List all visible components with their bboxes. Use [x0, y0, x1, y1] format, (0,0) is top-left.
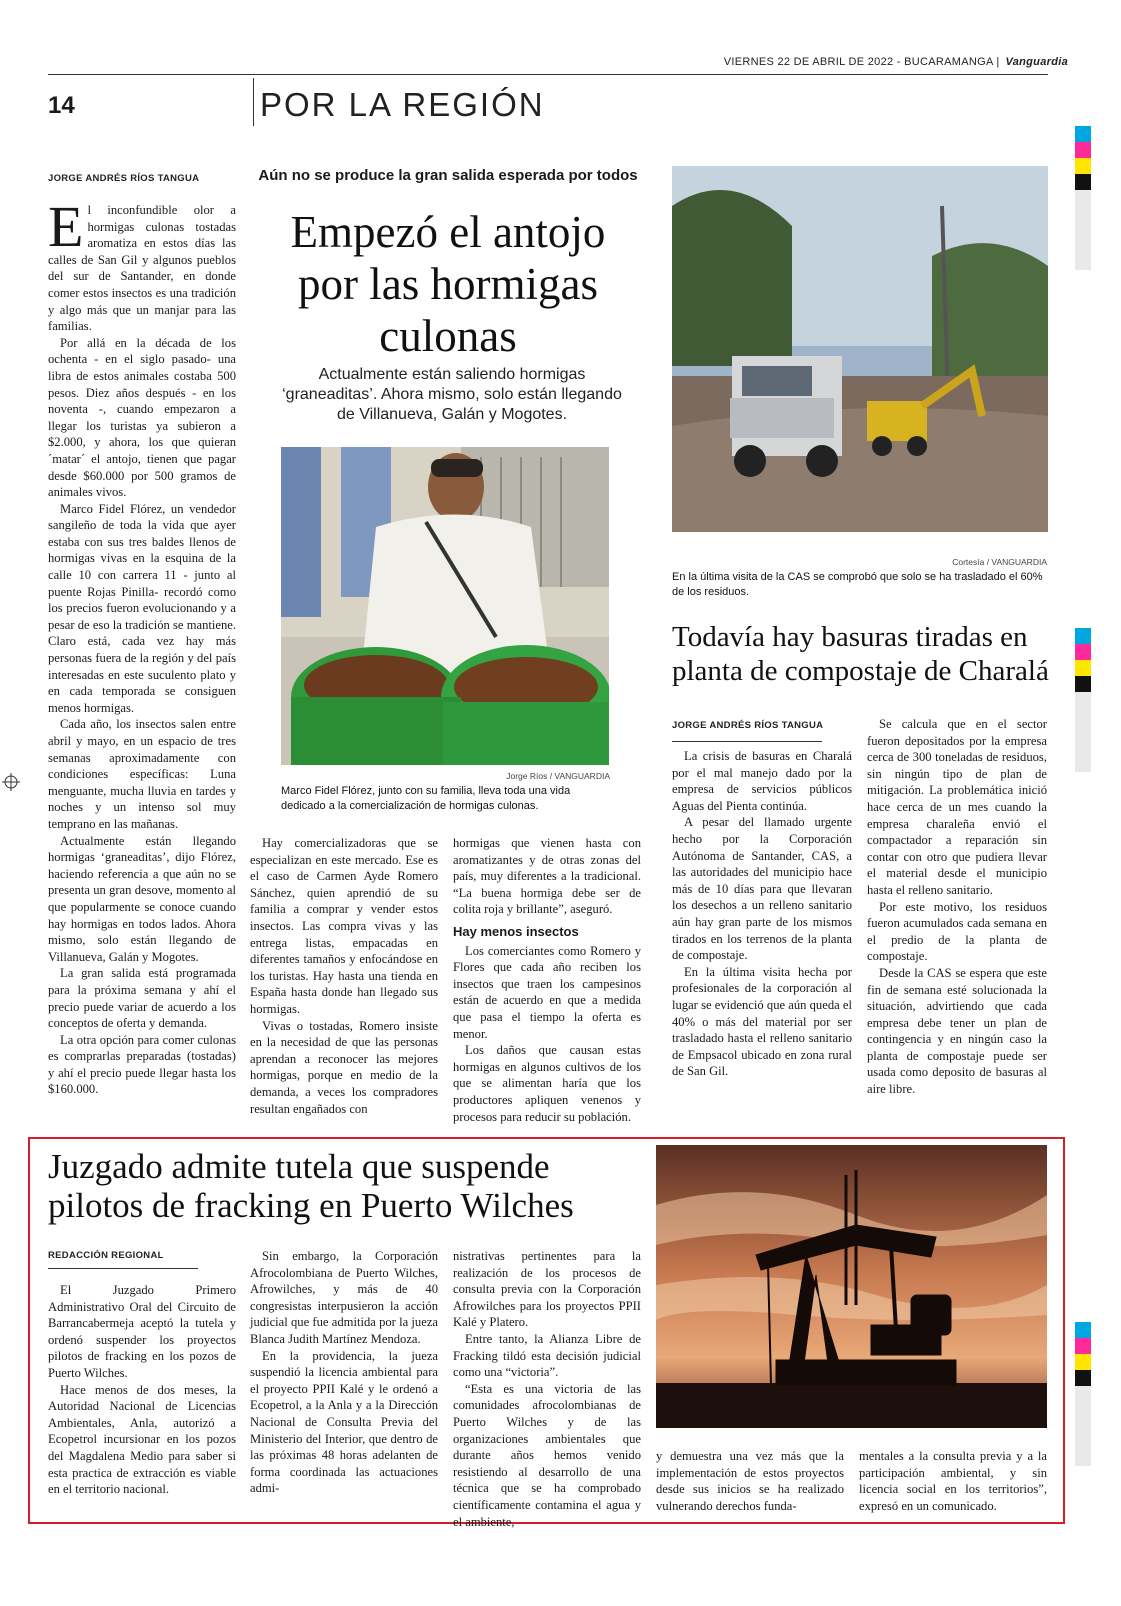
page-header	[48, 56, 1068, 134]
article2-photo-caption: En la última visita de la CAS se comprobó que solo se ha trasladado el 60% de los residuos.	[672, 571, 1043, 598]
header-rule	[48, 74, 1048, 75]
article1-column-1	[48, 194, 236, 1098]
article1-byline: JORGE ANDRÉS RÍOS TANGUA	[48, 173, 200, 184]
article2-paragraph: Desde la CAS se espera que este fin de semana esté solucionada la situación, advirtiendo que cada empresa debe tener un plan de contingencia y en ningún caso la planta de compostaje puede ser usada como deposito de basuras al aire libre.	[867, 965, 1047, 1097]
color-registration-bar	[1075, 1322, 1091, 1466]
article1-paragraph: Hay comercializadoras que se especializan en este mercado. Ese es el caso de Carmen Ayde Romero Sánchez, quien aprendió de su familia a comprar y vender estos insectos. Las compra vivas y las entrega listas, empacadas en diferentes tamaños y enfocándose en los turistas. Hay hasta una tienda en España hasta donde han llegado sus hormigas.	[250, 836, 438, 1016]
byline-rule	[48, 1268, 198, 1269]
article1-headline: Empezó el antojo por las hormigas culonas	[290, 207, 606, 361]
article1-paragraph: La otra opción para comer culonas es comprarlas preparadas (tostadas) y ahí el precio puede llegar hasta los $160.000.	[48, 1032, 236, 1097]
article2-byline: JORGE ANDRÉS RÍOS TANGUA	[672, 720, 824, 731]
article3-paragraph: Sin embargo, la Corporación Afrocolombiana de Puerto Wilches, Afrowilches, y más de 40 congresistas interpusieron la acción judicial que fue admitida por la jueza Blanca Judith Martínez Mendoza.	[250, 1249, 438, 1346]
article3-paragraph: En la providencia, la jueza suspendió la licencia ambiental para el proyecto PPII Kalé y le ordenó a Ecopetrol, a la Anla y a la Dirección Nacional de Consulta Previa del Ministerio del Interior, que dentro de las próximas 48 horas adelanten de forma coordinada las actuaciones admi-	[250, 1348, 438, 1496]
article1-paragraph: Los daños que causan estas hormigas en algunos cultivos de los que se alimentan haría que los productores apliquen venenos y procesos para reducir su población.	[453, 1043, 641, 1124]
article3-paragraph: Entre tanto, la Alianza Libre de Fracking tildó esta decisión judicial como una “victoria”.	[453, 1331, 641, 1380]
section-title: POR LA REGIÓN	[260, 86, 545, 123]
color-registration-bar	[1075, 628, 1091, 772]
article2-column-1	[672, 748, 852, 1080]
article3-column-2	[250, 1248, 438, 1497]
page-number: 14	[48, 92, 75, 119]
article3-column-4	[656, 1448, 844, 1514]
article2-paragraph: La crisis de basuras en Charalá por el mal manejo dado por la empresa de servicios públicos Aguas del Pienta continúa.	[672, 749, 852, 813]
article2-column-2	[867, 716, 1047, 1098]
header-divider	[253, 78, 254, 126]
garbage-truck-photo	[672, 166, 1048, 532]
byline-rule	[672, 741, 822, 742]
article1-photo-caption: Marco Fidel Flórez, junto con su familia, lleva toda una vida dedicado a la comercialización de hormigas culonas.	[281, 785, 571, 812]
article3-byline: REDACCIÓN REGIONAL	[48, 1250, 164, 1261]
color-registration-bar	[1075, 126, 1091, 270]
article1-kicker: Aún no se produce la gran salida esperada por todos	[258, 167, 638, 184]
date-location: VIERNES 22 DE ABRIL DE 2022 - BUCARAMANGA |	[723, 56, 1000, 68]
article1-column-3	[453, 835, 641, 1125]
article1-paragraph: El inconfundible olor a hormigas culonas tostadas aromatiza en estos días las calles de San Gil y algunos pueblos del sur de Santander, en donde comer estos insectos es una tradición y algo más que un manjar para las familias.	[48, 194, 236, 334]
article1-column-2	[250, 835, 438, 1117]
article1-paragraph: Marco Fidel Flórez, un vendedor sangileño de toda la vida que ayer estaba con sus tres baldes llenos de hormigas vivas en la esquina de la calle 10 con carrera 11 - junto al puente Rojas Pinilla- recordó como los precios fueron evolucionando y a pesar de eso la tradición se mantiene. Claro está, cada vez hay más personas fuera de la región y del país interesadas en este suculento plato y en cada temporada se consiguen menos hormigas.	[48, 501, 236, 715]
article3-paragraph: Hace menos de dos meses, la Autoridad Nacional de Licencias Ambientales, Anla, autorizó a Ecopetrol incursionar en los pozos del Magdalena Medio para saber si esta practica de extracción es viable en el territorio nacional.	[48, 1382, 236, 1497]
dropcap: E	[48, 194, 84, 259]
article3-headline: Juzgado admite tutela que suspende pilotos de fracking en Puerto Wilches	[48, 1147, 574, 1225]
article2-headline: Todavía hay basuras tiradas en planta de compostaje de Charalá	[672, 621, 1049, 687]
brand-logo: Vanguardia	[1005, 56, 1068, 68]
article2-paragraph: Se calcula que en el sector fueron depositados por la empresa cerca de 300 toneladas de residuos, sin ningún tipo de plan de mitigación. La problemática inició hace cerca de un mes cuando la empresa charaleña envió el compactador a reparación sin contar con otro que pudiera llevar el material desde el municipio hasta el relleno sanitario.	[867, 717, 1047, 897]
article2-photo-credit: Cortesía / VANGUARDIA	[952, 557, 1047, 567]
header-meta	[724, 56, 1068, 68]
article3-paragraph: mentales a la consulta previa y a la participación ambiental, y sin licencia social en los territorios”, expresó en un comunicado.	[859, 1449, 1047, 1513]
ant-vendor-photo	[281, 447, 609, 765]
article1-paragraph: Vivas o tostadas, Romero insiste en la necesidad de que las personas aprendan a reconocer las mejores hormigas, porque en medio de la demanda, a veces los compradores resultan engañados con	[250, 1018, 438, 1116]
article1-deck: Actualmente están saliendo hormigas ‘graneaditas’. Ahora mismo, solo están llegando de Villanueva, Galán y Mogotes.	[282, 366, 622, 423]
article2-paragraph: Por este motivo, los residuos fueron acumulados cada semana en el predio de la planta de compostaje.	[867, 899, 1047, 964]
article1-paragraph: Por allá en la década de los ochenta - en el siglo pasado- una libra de estos animales costaba 500 pesos. Diez años después - en los noventa -, cuando empezaron a llegar los turistas ya subieron a $2.000, y ahora, los que quieran ´matar´ el antojo, tienen que pagar desde $60.000 por 500 gramos de animales vivos.	[48, 335, 236, 500]
article3-paragraph: “Esta es una victoria de las comunidades afrocolombianas de Puerto Wilches y de las organizaciones ambientales que durante años hemos venido resistiendo al desarrollo de una técnica que se ha comprobado científicamente contamina el agua y el ambiente,	[453, 1381, 641, 1529]
article3-column-3	[453, 1248, 641, 1530]
article3-column-5	[859, 1448, 1047, 1514]
article2-paragraph: A pesar del llamado urgente hecho por la Corporación Autónoma de Santander, CAS, a las autoridades del municipio hace más de 10 días para que llevaran los desechos a un relleno sanitario aún hay gran parte de los mismos tirados en los terrenos de la planta de compostaje.	[672, 815, 852, 963]
oil-pump-photo	[656, 1145, 1047, 1428]
article3-paragraph: y demuestra una vez más que la implementación de estos proyectos desde sus inicios se ha realizado vulnerando derechos funda-	[656, 1449, 844, 1513]
article1-paragraph: La gran salida está programada para la próxima semana y ahí el precio puede variar de acuerdo a los conceptos de oferta y demanda.	[48, 966, 236, 1031]
article1-paragraph: Los comerciantes como Romero y Flores que cada año reciben los insectos que traen los campesinos están de acuerdo en que a medida que pasa el tiempo la oferta es menor.	[453, 943, 641, 1041]
article3-paragraph: El Juzgado Primero Administrativo Oral del Circuito de Barrancabermeja aceptó la tutela y ordenó suspender los proyectos pilotos de fracking en los pozos de Puerto Wilches.	[48, 1283, 236, 1380]
article1-paragraph: Cada año, los insectos salen entre abril y mayo, en un espacio de tres semanas aproximadamente con condiciones específicas: Luna menguante, mucha lluvia en tardes y noches y un intenso sol muy temprano en las mañanas.	[48, 717, 236, 831]
article1-subhead: Hay menos insectos	[453, 923, 579, 939]
article3-column-1	[48, 1282, 236, 1498]
article3-paragraph: nistrativas pertinentes para la realización de los procesos de consulta previa con la Corporación Afrowilches para los proyectos PPII Kalé y Platero.	[453, 1249, 641, 1330]
crosshair-icon	[2, 773, 20, 791]
article1-photo-credit: Jorge Ríos / VANGUARDIA	[506, 771, 610, 781]
article1-paragraph: Actualmente están llegando hormigas ‘graneaditas’, dijo Flórez, haciendo referencia a que aún no se presenta un gran desove, momento al que popularmente se conoce cuando hay hormigas en todos lados. Ahora mismo, solo están llegando de Villanueva, Galán y Mogotes.	[48, 833, 236, 964]
article2-paragraph: En la última visita hecha por profesionales de la corporación al lugar se evidenció que aún queda el 40% o más del material por ser trasladado hasta el relleno sanitario de Empsacol ubicado en zona rural de San Gil.	[672, 964, 852, 1079]
article1-paragraph: hormigas que vienen hasta con aromatizantes y de otras zonas del país, muy diferentes a la tradicional. “La buena hormiga debe ser de colita roja y brillante”, aseguró.	[453, 836, 641, 917]
